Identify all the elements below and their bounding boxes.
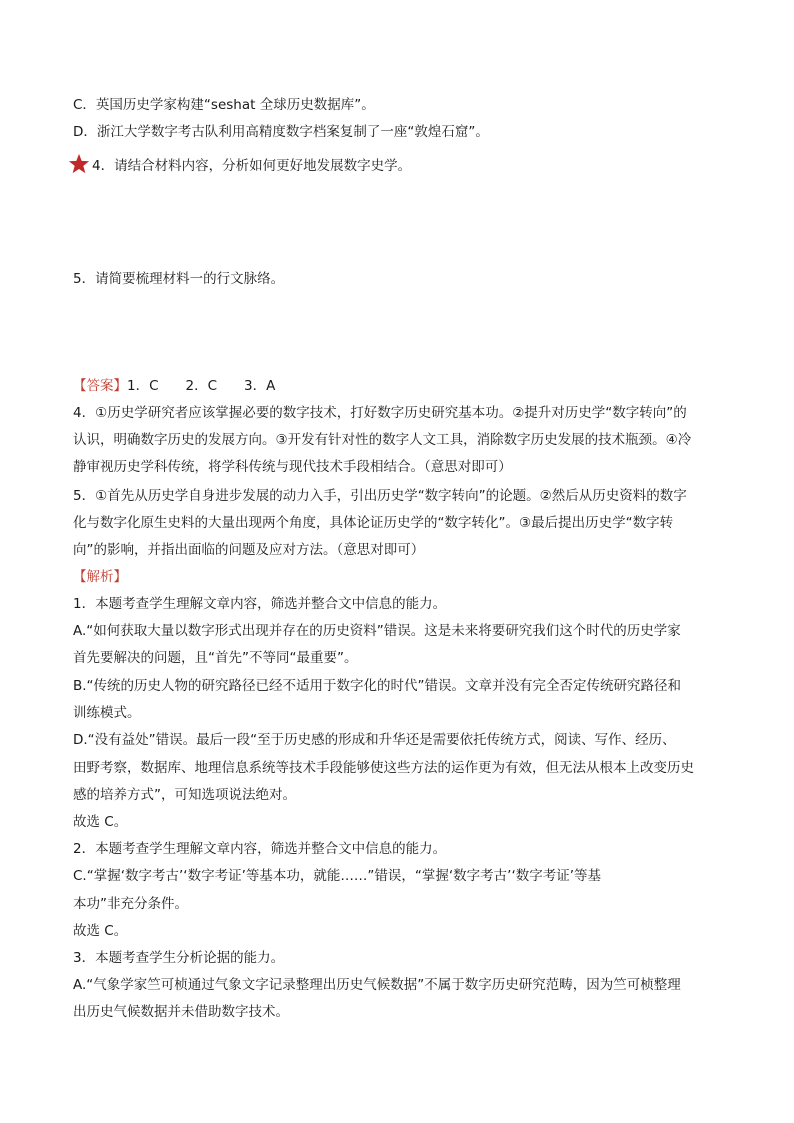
analysis-line: 故选 C。 [73, 814, 128, 830]
analysis-line: 3．本题考查学生分析论据的能力。 [73, 950, 285, 966]
analysis-line: 田野考察，数据库、地理信息系统等技术手段能够使这些方法的运作更为有效，但无法从根本上改变历史 [73, 760, 694, 776]
answer-5-line: 向”的影响，并指出面临的问题及应对方法。（意思对即可） [73, 542, 425, 558]
analysis-line: 感的培养方式”，可知选项说法绝对。 [73, 787, 296, 803]
analysis-line: 2．本题考查学生理解文章内容，筛选并整合文中信息的能力。 [73, 841, 447, 857]
question-4: 4．请结合材料内容，分析如何更好地发展数字史学。 [92, 158, 412, 174]
analysis-line: 首先要解决的问题，且“首先”不等同“最重要”。 [73, 650, 358, 666]
analysis-line: C.“掌握‘数字考古’‘数字考证’等基本功，就能……”错误，“掌握‘数字考古’‘数字考证’等基 [73, 868, 602, 884]
analysis-line: 故选 C。 [73, 923, 128, 939]
answer-choices: 1．C 2．C 3．A [127, 378, 276, 394]
analysis-line: 本功”非充分条件。 [73, 896, 188, 912]
option-d: D．浙江大学数字考古队利用高精度数字档案复制了一座“敦煌石窟”。 [73, 124, 489, 140]
question-5: 5．请简要梳理材料一的行文脉络。 [73, 271, 285, 287]
analysis-line: 训练模式。 [73, 705, 141, 721]
analysis-line: 出历史气候数据并未借助数字技术。 [73, 1004, 289, 1020]
answer-5-line: 5．①首先从历史学自身进步发展的动力入手，引出历史学“数字转向”的论题。②然后从历史资料的数字 [73, 488, 687, 504]
answer-label: 【答案】 [73, 378, 127, 394]
answer-4-line: 认识，明确数字历史的发展方向。③开发有针对性的数字人文工具，消除数字历史发展的技术瓶颈。④冷 [73, 432, 692, 448]
option-c: C．英国历史学家构建“seshat 全球历史数据库”。 [73, 97, 375, 113]
analysis-line: A.“如何获取大量以数字形式出现并存在的历史资料”错误。这是未来将要研究我们这个时代的历史学家 [73, 623, 681, 639]
answer-4-line: 4．①历史学研究者应该掌握必要的数字技术，打好数字历史研究基本功。②提升对历史学“数字转向”的 [73, 405, 687, 421]
analysis-line: 1．本题考查学生理解文章内容，筛选并整合文中信息的能力。 [73, 596, 447, 612]
answer-header [73, 377, 275, 395]
analysis-line: B.“传统的历史人物的研究路径已经不适用于数字化的时代”错误。文章并没有完全否定传统研究路径和 [73, 678, 682, 694]
answer-5-line: 化与数字化原生史料的大量出现两个角度，具体论证历史学的“数字转化”。③最后提出历史学“数字转 [73, 515, 674, 531]
analysis-line: A.“气象学家竺可桢通过气象文字记录整理出历史气候数据”不属于数字历史研究范畴，因为竺可桢整理 [73, 977, 681, 993]
star-icon [68, 153, 90, 175]
analysis-line: D.“没有益处”错误。最后一段“至于历史感的形成和升华还是需要依托传统方式，阅读、写作、经历、 [73, 732, 676, 748]
answer-4-line: 静审视历史学科传统，将学科传统与现代技术手段相结合。（意思对即可） [73, 459, 512, 475]
analysis-label: 【解析】 [73, 569, 127, 585]
